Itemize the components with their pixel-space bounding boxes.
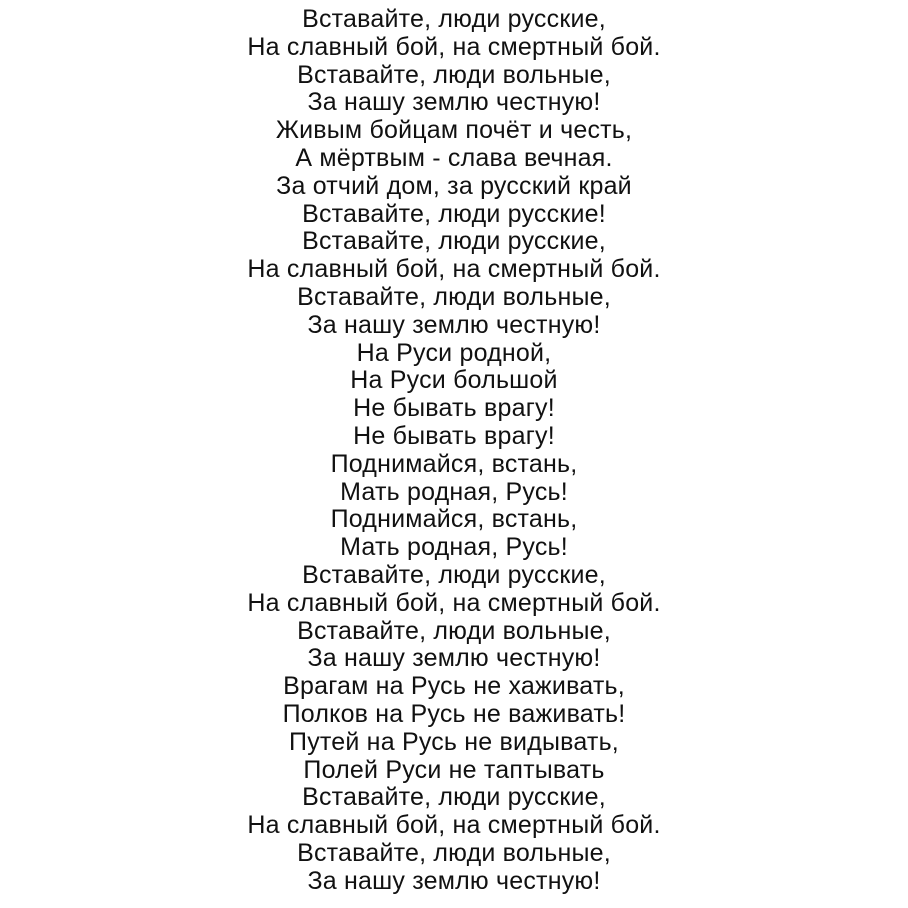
lyric-line: Поднимайся, встань, [330,505,578,534]
lyric-line: Врагам на Русь не хаживать, [283,672,625,701]
lyric-line: Путей на Русь не видывать, [289,727,619,756]
lyric-line: Мать родная, Русь! [340,477,568,506]
lyric-line: На Руси большой [350,366,558,395]
lyric-line: Вставайте, люди русские, [302,5,606,33]
lyric-line: Полков на Русь не важивать! [282,699,626,728]
lyric-line: На славный бой, на смертный бой. [247,588,661,617]
lyric-line: Вставайте, люди вольные, [297,838,611,867]
lyrics-text-block [0,6,908,896]
lyric-line: Мать родная, Русь! [340,533,568,562]
lyric-line: Вставайте, люди вольные, [297,282,611,311]
lyric-line: На славный бой, на смертный бой. [247,255,661,284]
lyric-line: Вставайте, люди русские! [302,199,606,228]
lyric-line: Вставайте, люди русские, [302,560,606,589]
lyric-line: На Руси родной, [356,338,552,367]
lyric-line: На славный бой, на смертный бой. [247,32,661,61]
lyric-line: За нашу землю честную! [307,310,601,339]
lyric-line: Не бывать врагу! [353,394,555,423]
lyric-line: Вставайте, люди русские, [302,783,606,812]
lyric-line: За нашу землю честную! [307,644,601,673]
lyric-line: Поднимайся, встань, [330,449,578,478]
lyric-line: А мёртвым - слава вечная. [295,143,613,172]
lyric-line: Вставайте, люди русские, [302,227,606,256]
lyric-line: Полей Руси не таптывать [303,755,605,784]
lyric-line: Вставайте, люди вольные, [297,60,611,89]
lyric-line: Вставайте, люди вольные, [297,616,611,645]
lyric-line: На славный бой, на смертный бой. [247,811,661,840]
lyric-line: Живым бойцам почёт и честь, [275,116,633,145]
lyric-line: За нашу землю честную! [307,866,601,895]
lyric-line: Не бывать врагу! [353,421,555,450]
lyric-line: За нашу землю честную! [307,88,601,117]
lyric-line: За отчий дом, за русский край [276,171,632,200]
